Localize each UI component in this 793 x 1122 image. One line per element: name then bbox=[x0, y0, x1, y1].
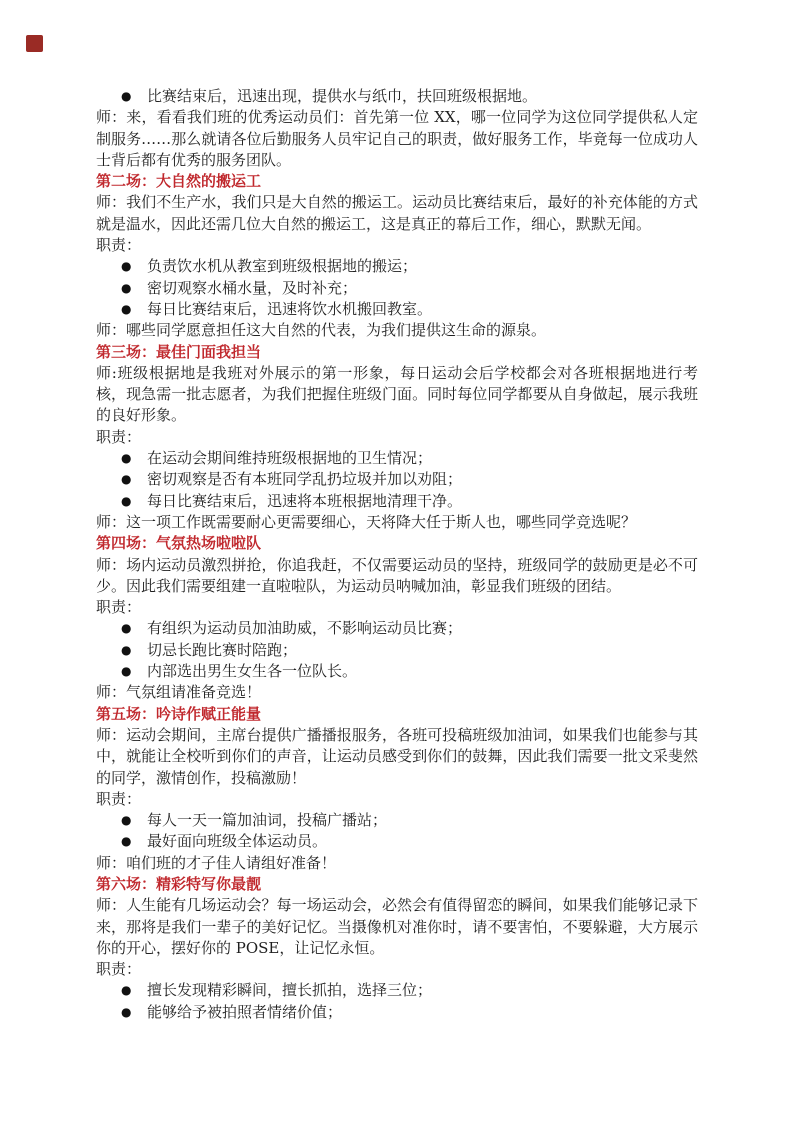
bullet-icon: ● bbox=[121, 280, 132, 295]
list-item bbox=[96, 491, 698, 512]
bullet-icon: ● bbox=[121, 664, 132, 679]
paragraph: 师：人生能有几场运动会？每一场运动会，必然会有值得留恋的瞬间，如果我们能够记录下来，那将是我们一辈子的美好记忆。当摄像机对准你时，请不要害怕，不要躲避，大方展示你的开心，摆好你的 POSE，让记忆永恒。 bbox=[96, 896, 698, 957]
list-item bbox=[96, 810, 698, 831]
bullet-icon: ● bbox=[121, 89, 132, 103]
list-item-text: 密切观察是否有本班同学乱扔垃圾并加以劝阻； bbox=[147, 470, 463, 489]
list-item-text: 负责饮水机从教室到班级根据地的搬运； bbox=[147, 257, 418, 276]
section-heading: 第三场：最佳门面我担当 bbox=[96, 342, 262, 361]
list-item bbox=[96, 640, 698, 661]
paragraph: 师：这一项工作既需要耐心更需要细心，天将降大任于斯人也，哪些同学竞选呢？ bbox=[96, 512, 637, 531]
paragraph: 师：我们不生产水，我们只是大自然的搬运工。运动员比赛结束后，最好的补充体能的方式就是温水，因此还需几位大自然的搬运工，这是真正的幕后工作，细心，默默无闻。 bbox=[96, 193, 698, 233]
list-item bbox=[96, 448, 698, 469]
paragraph: 师：运动会期间，主席台提供广播播报服务，各班可投稿班级加油词，如果我们也能参与其中，就能让全校听到你们的声音，让运动员感受到你们的鼓舞，因此我们需要一批文采斐然的同学，激情创作，投稿激励！ bbox=[96, 725, 698, 787]
list-item-text: 密切观察水桶水量，及时补充； bbox=[147, 278, 358, 297]
duties-label: 职责： bbox=[96, 789, 142, 808]
paragraph: 师：场内运动员激烈拼抢，你追我赶，不仅需要运动员的坚持，班级同学的鼓励更是必不可少。因此我们需要组建一直啦啦队，为运动员呐喊加油，彰显我们班级的团结。 bbox=[96, 555, 698, 595]
list-item bbox=[96, 86, 698, 107]
duties-label: 职责： bbox=[96, 236, 142, 255]
list-item-text: 每日比赛结束后，迅速将饮水机搬回教室。 bbox=[147, 299, 433, 318]
list-item-text: 比赛结束后，迅速出现，提供水与纸巾，扶回班级根据地。 bbox=[147, 87, 538, 105]
list-item bbox=[96, 299, 698, 320]
section-heading: 第六场：精彩特写你最靓 bbox=[96, 874, 262, 893]
bullet-icon: ● bbox=[121, 1004, 132, 1019]
duties-label: 职责： bbox=[96, 598, 142, 617]
bullet-icon: ● bbox=[121, 259, 132, 274]
list-item bbox=[96, 618, 698, 639]
paragraph: 师：咱们班的才子佳人请组好准备！ bbox=[96, 853, 337, 872]
section-heading: 第二场：大自然的搬运工 bbox=[96, 172, 262, 191]
list-item bbox=[96, 661, 698, 682]
bullet-icon: ● bbox=[121, 451, 132, 466]
red-square-marker bbox=[26, 35, 43, 52]
list-item bbox=[96, 980, 698, 1001]
list-item-text: 能够给予被拍照者情绪价值； bbox=[147, 1002, 343, 1021]
list-item bbox=[96, 278, 698, 299]
list-item bbox=[96, 256, 698, 277]
paragraph: 师：来，看看我们班的优秀运动员们：首先第一位 XX，哪一位同学为这位同学提供私人定制服务……那么就请各位后勤服务人员牢记自己的职责，做好服务工作，毕竟每一位成功人士背后都有优秀的服务团队。 bbox=[96, 108, 698, 169]
duties-label: 职责： bbox=[96, 427, 142, 446]
list-item-text: 有组织为运动员加油助威，不影响运动员比赛； bbox=[147, 619, 463, 638]
bullet-icon: ● bbox=[121, 834, 132, 849]
list-item bbox=[96, 831, 698, 852]
bullet-icon: ● bbox=[121, 983, 132, 998]
paragraph: 师：气氛组请准备竞选！ bbox=[96, 683, 262, 702]
bullet-icon: ● bbox=[121, 472, 132, 487]
bullet-icon: ● bbox=[121, 301, 132, 316]
list-item-text: 内部选出男生女生各一位队长。 bbox=[147, 662, 358, 681]
paragraph: 师:班级根据地是我班对外展示的第一形象，每日运动会后学校都会对各班根据地进行考核，现急需一批志愿者，为我们把握住班级门面。同时每位同学都要从自身做起，展示我班的良好形象。 bbox=[96, 363, 698, 425]
list-item-text: 擅长发现精彩瞬间，擅长抓拍，选择三位； bbox=[147, 981, 433, 1000]
bullet-icon: ● bbox=[121, 813, 132, 828]
list-item-text: 每日比赛结束后，迅速将本班根据地清理干净。 bbox=[147, 491, 463, 510]
section-heading: 第四场：气氛热场啦啦队 bbox=[96, 534, 262, 553]
bullet-icon: ● bbox=[121, 493, 132, 508]
list-item-text: 每人一天一篇加油词，投稿广播站； bbox=[147, 811, 388, 830]
list-item bbox=[96, 1002, 698, 1023]
list-item bbox=[96, 469, 698, 490]
bullet-icon: ● bbox=[121, 621, 132, 636]
list-item-text: 最好面向班级全体运动员。 bbox=[147, 832, 328, 851]
list-item-text: 切忌长跑比赛时陪跑； bbox=[147, 640, 298, 659]
document-content bbox=[96, 86, 698, 1023]
list-item-text: 在运动会期间维持班级根据地的卫生情况； bbox=[147, 449, 433, 468]
bullet-icon: ● bbox=[121, 642, 132, 657]
duties-label: 职责： bbox=[96, 960, 142, 979]
section-heading: 第五场：吟诗作赋正能量 bbox=[96, 704, 262, 723]
paragraph: 师：哪些同学愿意担任这大自然的代表，为我们提供这生命的源泉。 bbox=[96, 321, 547, 340]
